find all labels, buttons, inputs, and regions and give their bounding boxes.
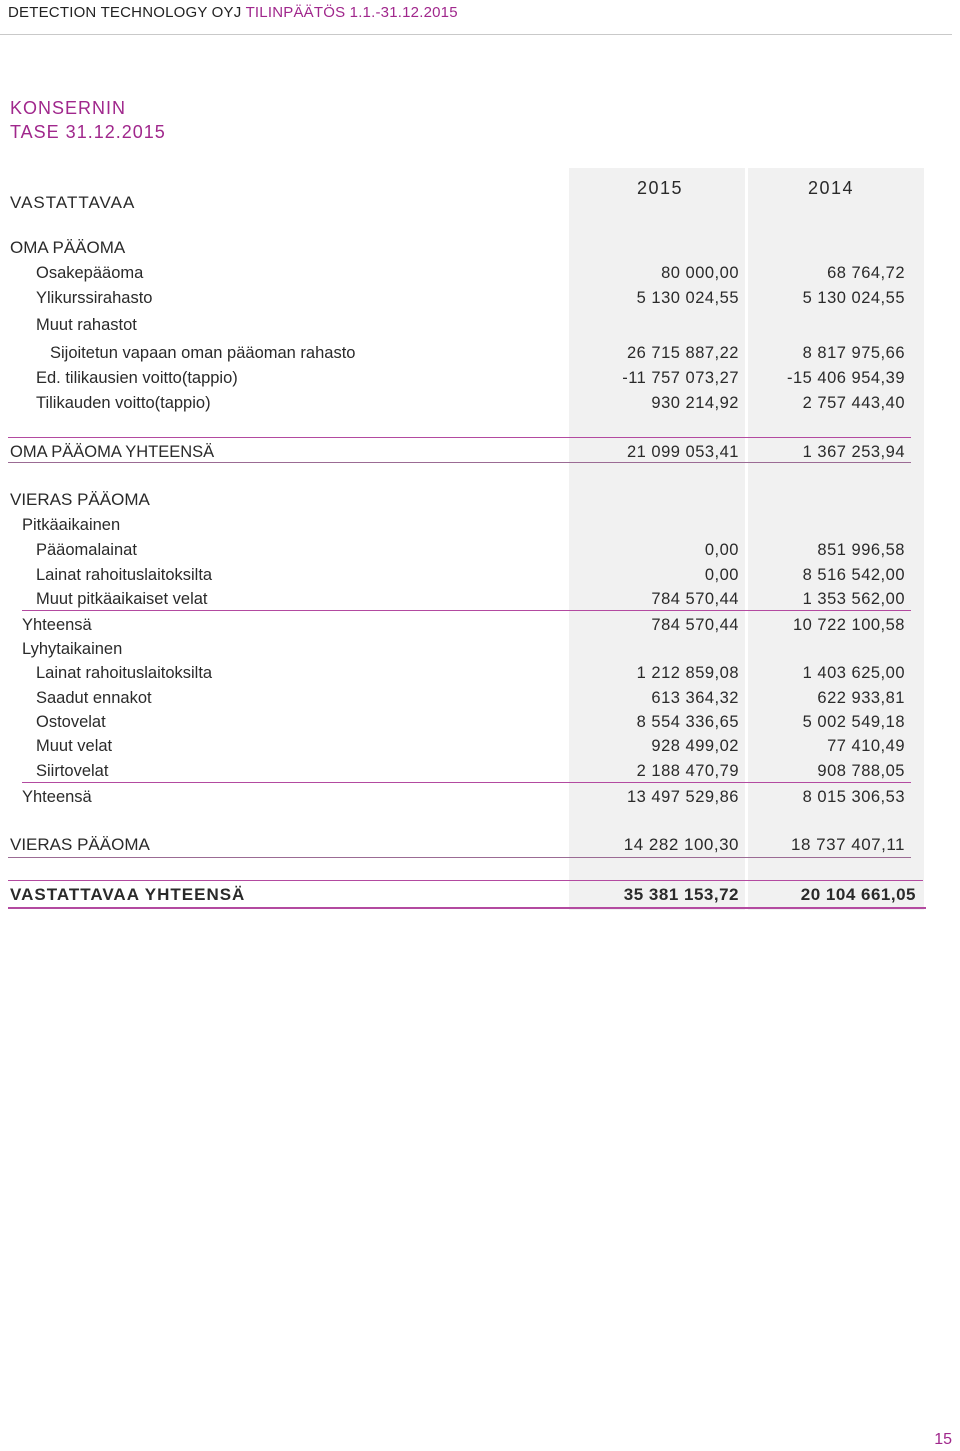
value-2015: 13 497 529,86 <box>626 788 739 806</box>
table-row <box>0 366 960 390</box>
value-2014: 851 996,58 <box>817 541 905 559</box>
value-2015: 784 570,44 <box>651 616 739 634</box>
row-label: Pääomalainat <box>36 541 137 559</box>
table-row <box>0 759 960 783</box>
row-label: Siirtovelat <box>36 762 109 780</box>
table-row <box>0 261 960 285</box>
row-label: Ylikurssirahasto <box>36 289 153 307</box>
row-label: Muut pitkäaikaiset velat <box>36 590 208 608</box>
value-2014: 622 933,81 <box>817 689 905 707</box>
value-2015: 80 000,00 <box>661 264 739 282</box>
value-2015: 26 715 887,22 <box>626 344 739 362</box>
table-row <box>0 587 960 611</box>
total-rule <box>8 462 911 463</box>
table-row <box>0 513 960 537</box>
row-label: Pitkäaikainen <box>22 516 121 534</box>
value-2015: 8 554 336,65 <box>636 713 739 731</box>
value-2014: 908 788,05 <box>817 762 905 780</box>
section-heading: VASTATTAVAA <box>10 193 136 212</box>
row-label: OMA PÄÄOMA YHTEENSÄ <box>10 443 215 461</box>
table-row-total <box>0 440 960 464</box>
subtotal-rule <box>8 437 911 438</box>
row-label: Lainat rahoituslaitoksilta <box>36 566 213 584</box>
grand-total-bottom-rule <box>8 907 926 909</box>
row-label: Yhteensä <box>22 616 92 634</box>
page-number: 15 <box>934 1431 952 1448</box>
table-row <box>0 637 960 661</box>
value-2015: -11 757 073,27 <box>622 369 739 387</box>
value-2014: 8 015 306,53 <box>802 788 905 806</box>
value-2015: 928 499,02 <box>651 737 739 755</box>
table-row <box>0 236 960 260</box>
company-name: DETECTION TECHNOLOGY OYJ <box>8 4 242 21</box>
row-label: VIERAS PÄÄOMA <box>10 490 150 509</box>
row-label: Osakepääoma <box>36 264 144 282</box>
value-2014: 77 410,49 <box>827 737 905 755</box>
value-2015: 2 188 470,79 <box>636 762 739 780</box>
year-header-2014: 2014 <box>807 178 854 198</box>
row-label: Ostovelat <box>36 713 106 731</box>
table-row <box>0 313 960 337</box>
subtotal-rule <box>22 610 911 611</box>
value-2014: 8 516 542,00 <box>802 566 905 584</box>
table-row <box>0 538 960 562</box>
value-2014: 8 817 975,66 <box>802 344 905 362</box>
row-label: Muut velat <box>36 737 113 755</box>
subtotal-rule <box>22 782 911 783</box>
value-2014: 5 002 549,18 <box>802 713 905 731</box>
table-row <box>0 341 960 365</box>
table-row <box>0 391 960 415</box>
row-label: OMA PÄÄOMA <box>10 238 126 257</box>
value-2015: 5 130 024,55 <box>636 289 739 307</box>
value-2014: 2 757 443,40 <box>802 394 905 412</box>
table-row <box>0 734 960 758</box>
document-header <box>8 4 458 21</box>
row-label: Saadut ennakot <box>36 689 152 707</box>
table-row-total <box>0 833 960 857</box>
total-rule <box>8 857 911 858</box>
table-row <box>0 686 960 710</box>
value-2014: 1 403 625,00 <box>802 664 905 682</box>
page-title-line2: TASE 31.12.2015 <box>10 122 166 142</box>
row-label: Ed. tilikausien voitto(tappio) <box>36 369 238 387</box>
table-row-grand-total <box>0 883 960 907</box>
value-2015: 784 570,44 <box>651 590 739 608</box>
value-2015: 35 381 153,72 <box>623 885 739 904</box>
value-2015: 0,00 <box>704 566 739 584</box>
row-label: Lyhytaikainen <box>22 640 123 658</box>
page-title-line1: KONSERNIN <box>10 98 127 118</box>
row-label: Lainat rahoituslaitoksilta <box>36 664 213 682</box>
value-2014: 68 764,72 <box>827 264 905 282</box>
value-2014: 10 722 100,58 <box>792 616 905 634</box>
value-2014: -15 406 954,39 <box>786 369 905 387</box>
row-label: Muut rahastot <box>36 316 137 334</box>
value-2014: 1 367 253,94 <box>802 443 905 461</box>
value-2015: 613 364,32 <box>651 689 739 707</box>
row-label: Sijoitetun vapaan oman pääoman rahasto <box>50 344 356 362</box>
value-2014: 1 353 562,00 <box>802 590 905 608</box>
value-2015: 14 282 100,30 <box>623 835 739 854</box>
table-row <box>0 710 960 734</box>
value-2015: 930 214,92 <box>651 394 739 412</box>
table-row <box>0 488 960 512</box>
table-row <box>0 661 960 685</box>
value-2015: 1 212 859,08 <box>636 664 739 682</box>
table-row <box>0 286 960 310</box>
row-label: Tilikauden voitto(tappio) <box>36 394 211 412</box>
year-header-2015: 2015 <box>636 178 683 198</box>
grand-total-top-rule <box>8 880 923 881</box>
document-name: TILINPÄÄTÖS 1.1.-31.12.2015 <box>245 4 458 21</box>
row-label: VIERAS PÄÄOMA <box>10 835 150 854</box>
header-divider <box>0 34 952 35</box>
table-row-subtotal <box>0 613 960 637</box>
value-2015: 21 099 053,41 <box>626 443 739 461</box>
row-label: Yhteensä <box>22 788 92 806</box>
value-2015: 0,00 <box>704 541 739 559</box>
value-2014: 18 737 407,11 <box>791 835 905 854</box>
value-2014: 5 130 024,55 <box>802 289 905 307</box>
table-row-subtotal <box>0 785 960 809</box>
row-label: VASTATTAVAA YHTEENSÄ <box>10 885 246 904</box>
value-2014: 20 104 661,05 <box>800 885 916 904</box>
table-row <box>0 563 960 587</box>
